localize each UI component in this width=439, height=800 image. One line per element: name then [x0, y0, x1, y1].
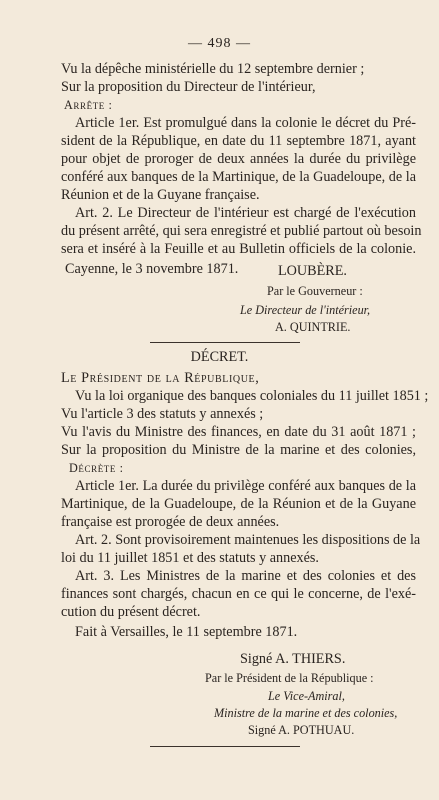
article1-line-2: sident de la République, en date du 11 septembre 1871, ayant [61, 133, 416, 149]
arrete-date-line: Cayenne, le 3 novembre 1871. [65, 261, 239, 277]
arrete-section [61, 60, 422, 278]
arrete-director-name: A. QUINTRIE. [275, 320, 351, 334]
decret-title: DÉCRET. [190, 349, 249, 365]
decret-vu-line-4: Sur la proposition du Ministre de la marine et des colonies, [61, 442, 416, 458]
article2-line-2: du présent arrêté, qui sera enregistré et publié partout où besoin [61, 223, 422, 239]
article2-line-3: sera et inséré à la Feuille et au Bulletin officiels de la colonie. [61, 241, 416, 257]
decret-article1-line-3: française est prorogée de deux années. [61, 514, 280, 530]
decret-vu-line-1: Vu la loi organique des banques coloniales du 11 juillet 1851 ; [75, 388, 429, 404]
article1-line-1: Article 1er. Est promulgué dans la colonie le décret du Pré- [75, 115, 416, 131]
president-line: Le Président de la République, [61, 370, 260, 386]
decret-article2-line-2: loi du 11 juillet 1851 et des statuts y annexés. [61, 550, 319, 566]
page-number: — 498 — [188, 36, 251, 51]
article1-line-3: pour objet de proroger de deux années la durée du privilège [61, 151, 416, 167]
decret-article3-line-3: cution du présent décret. [61, 604, 201, 620]
arrete-par-line: Par le Gouverneur : [267, 284, 363, 298]
arrete-director-title: Le Directeur de l'intérieur, [240, 303, 371, 317]
decret-section [61, 369, 429, 641]
decret-vu-line-2: Vu l'article 3 des statuts y annexés ; [61, 406, 264, 422]
decret-date-line: Fait à Versailles, le 11 septembre 1871. [75, 624, 298, 640]
decret-article1-line-1: Article 1er. La durée du privilège conféré aux banques de la [75, 478, 416, 494]
decret-article2-line-1: Art. 2. Sont provisoirement maintenues les dispositions de la [75, 532, 421, 548]
decret-article3-line-2: finances sont chargés, chacun en ce qui le concerne, de l'exé- [61, 586, 416, 602]
vu-line: Vu la dépêche ministérielle du 12 septembre dernier ; [61, 61, 365, 77]
minister-name: Signé A. POTHUAU. [248, 723, 355, 737]
article1-line-4: conféré aux banques de la Martinique, de la Guadeloupe, de la [61, 169, 416, 185]
vice-amiral: Le Vice-Amiral, [268, 689, 345, 703]
sur-line: Sur la proposition du Directeur de l'intérieur, [61, 79, 316, 95]
decret-par-line: Par le Président de la République : [205, 671, 374, 685]
decret-article3-line-1: Art. 3. Les Ministres de la marine et des colonies et des [75, 568, 416, 584]
arrete-signer: LOUBÈRE. [278, 263, 347, 279]
decrete-heading: Décrète : [69, 461, 124, 475]
article1-line-5: Réunion et de la Guyane française. [61, 187, 260, 203]
arrete-heading: Arrête : [64, 98, 113, 112]
decret-vu-line-3: Vu l'avis du Ministre des finances, en date du 31 août 1871 ; [61, 424, 416, 440]
decret-article1-line-2: Martinique, de la Guadeloupe, de la Réunion et de la Guyane [61, 496, 416, 512]
minister-title: Ministre de la marine et des colonies, [214, 706, 398, 720]
separator-rule-bottom [150, 746, 300, 747]
decret-signer: Signé A. THIERS. [240, 651, 346, 667]
separator-rule-top [150, 342, 300, 343]
article2-line-1: Art. 2. Le Directeur de l'intérieur est chargé de l'exécution [75, 205, 416, 221]
